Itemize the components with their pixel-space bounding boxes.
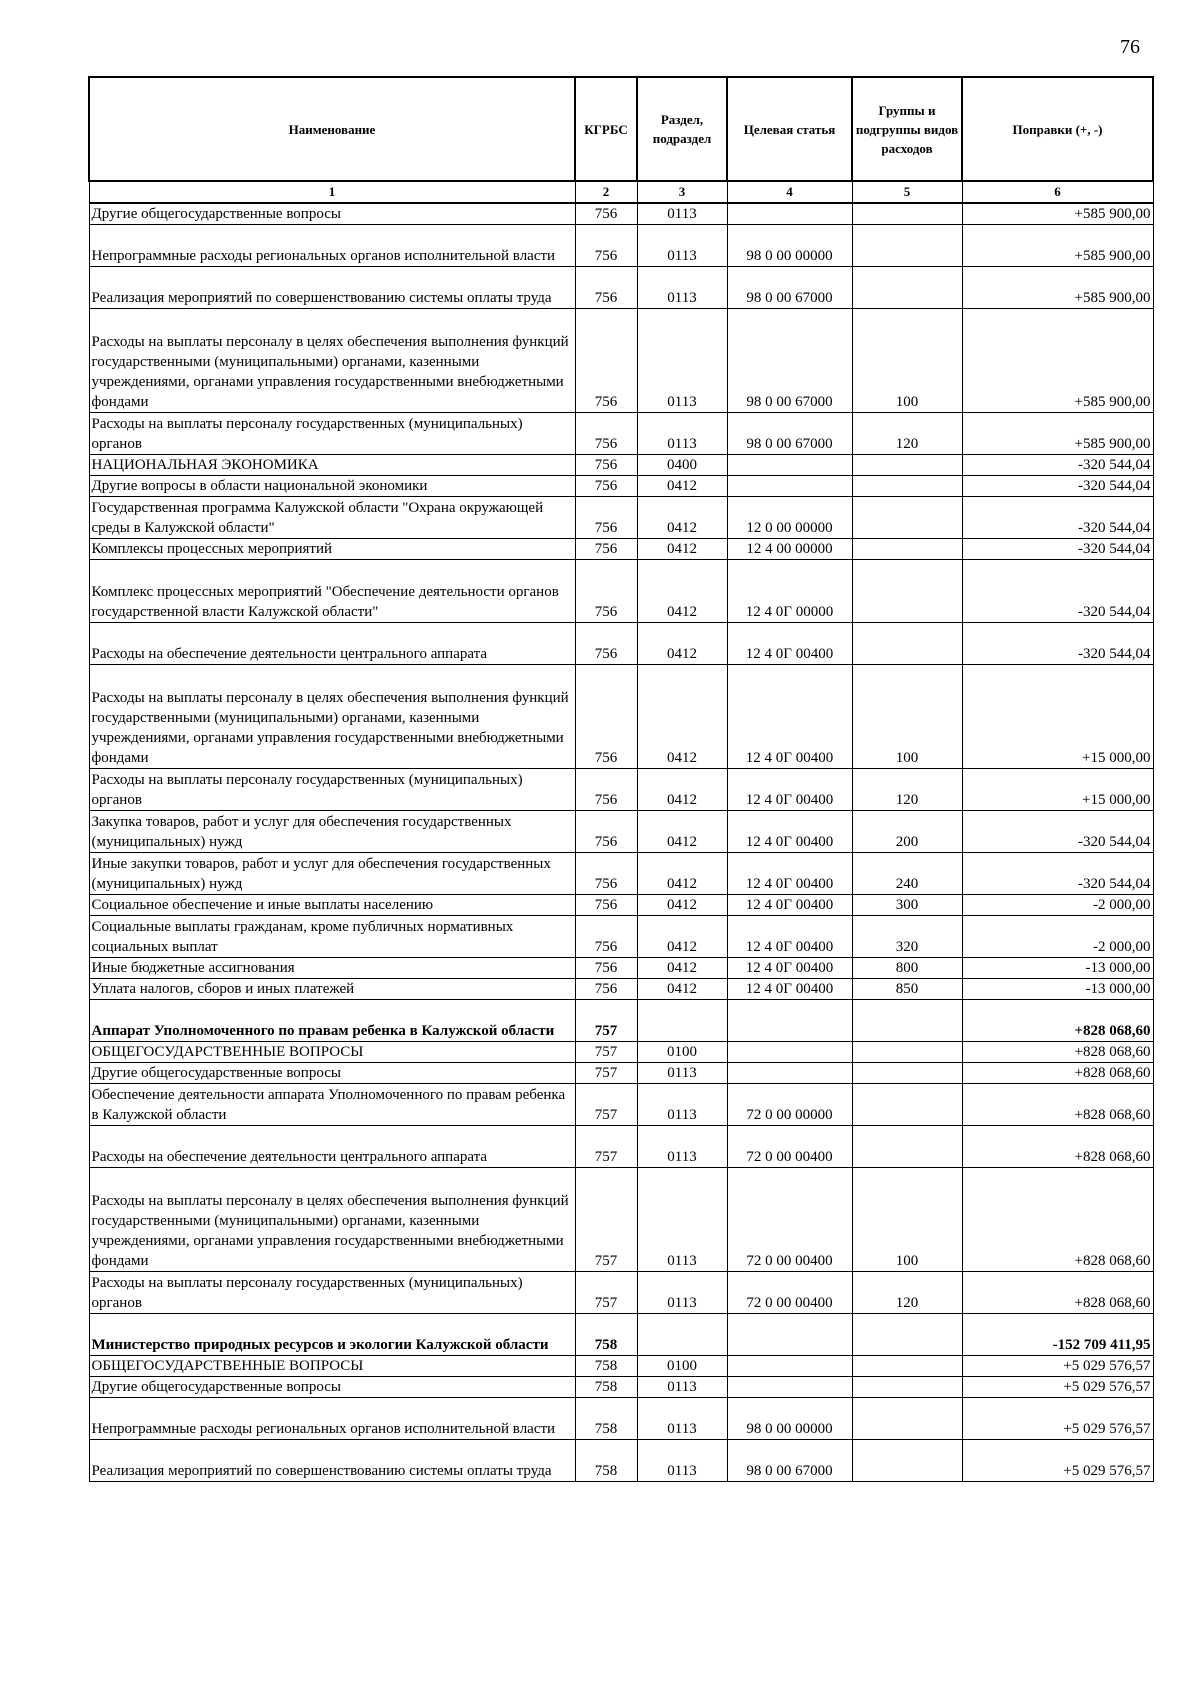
cell-target-article: 72 0 00 00400 (727, 1272, 852, 1314)
cell-name: Социальные выплаты гражданам, кроме публичных нормативных социальных выплат (89, 916, 575, 958)
cell-kgrbs: 757 (575, 1000, 637, 1042)
cell-razdel: 0412 (637, 539, 727, 560)
table-row (89, 1314, 1153, 1356)
cell-name: Реализация мероприятий по совершенствованию системы оплаты труда (89, 267, 575, 309)
cell-target-article: 98 0 00 67000 (727, 413, 852, 455)
cell-amendment-amount: +585 900,00 (962, 267, 1153, 309)
cell-target-article: 12 4 00 00000 (727, 539, 852, 560)
cell-kgrbs: 758 (575, 1440, 637, 1482)
cell-kgrbs: 758 (575, 1356, 637, 1377)
cell-name: Непрограммные расходы региональных органов исполнительной власти (89, 1398, 575, 1440)
cell-amendment-amount: -13 000,00 (962, 979, 1153, 1000)
cell-kgrbs: 758 (575, 1377, 637, 1398)
table-row (89, 811, 1153, 853)
cell-amendment-amount: +585 900,00 (962, 309, 1153, 413)
cell-name: Другие общегосударственные вопросы (89, 1063, 575, 1084)
cell-amendment-amount: +828 068,60 (962, 1272, 1153, 1314)
cell-expense-group (852, 1042, 962, 1063)
cell-expense-group (852, 1126, 962, 1168)
cell-kgrbs: 757 (575, 1084, 637, 1126)
table-row (89, 1398, 1153, 1440)
cell-target-article (727, 1042, 852, 1063)
table-row (89, 958, 1153, 979)
cell-amendment-amount: +5 029 576,57 (962, 1398, 1153, 1440)
cell-razdel: 0412 (637, 497, 727, 539)
table-row (89, 1126, 1153, 1168)
cell-razdel: 0412 (637, 895, 727, 916)
table-row (89, 1063, 1153, 1084)
cell-kgrbs: 756 (575, 916, 637, 958)
cell-razdel: 0412 (637, 916, 727, 958)
table-row (89, 267, 1153, 309)
cell-razdel: 0412 (637, 665, 727, 769)
cell-target-article: 12 4 0Г 00000 (727, 560, 852, 623)
cell-razdel: 0113 (637, 203, 727, 225)
cell-kgrbs: 756 (575, 560, 637, 623)
cell-name: Расходы на выплаты персоналу в целях обеспечения выполнения функций государственными (муниципальными) органами, казенными учреждениями, органами управления государственными внебюджетными фондами (89, 1168, 575, 1272)
table-row (89, 979, 1153, 1000)
cell-amendment-amount: +15 000,00 (962, 769, 1153, 811)
table-row (89, 853, 1153, 895)
cell-name: Непрограммные расходы региональных органов исполнительной власти (89, 225, 575, 267)
table-row (89, 895, 1153, 916)
cell-expense-group: 120 (852, 413, 962, 455)
table-row (89, 1084, 1153, 1126)
cell-name: Комплексы процессных мероприятий (89, 539, 575, 560)
cell-expense-group (852, 1084, 962, 1126)
table-row (89, 1440, 1153, 1482)
table-row (89, 665, 1153, 769)
table-row (89, 623, 1153, 665)
table-row (89, 769, 1153, 811)
cell-amendment-amount: +585 900,00 (962, 413, 1153, 455)
cell-razdel: 0412 (637, 476, 727, 497)
cell-amendment-amount: -320 544,04 (962, 853, 1153, 895)
table-row (89, 916, 1153, 958)
column-number: 2 (575, 181, 637, 203)
cell-kgrbs: 756 (575, 769, 637, 811)
cell-amendment-amount: -320 544,04 (962, 476, 1153, 497)
column-number: 3 (637, 181, 727, 203)
cell-amendment-amount: +828 068,60 (962, 1126, 1153, 1168)
cell-name: Расходы на обеспечение деятельности центрального аппарата (89, 1126, 575, 1168)
cell-kgrbs: 756 (575, 853, 637, 895)
column-number: 4 (727, 181, 852, 203)
cell-target-article (727, 1314, 852, 1356)
table-row (89, 476, 1153, 497)
cell-name: Расходы на обеспечение деятельности центрального аппарата (89, 623, 575, 665)
cell-kgrbs: 756 (575, 539, 637, 560)
cell-name: Расходы на выплаты персоналу в целях обеспечения выполнения функций государственными (муниципальными) органами, казенными учреждениями, органами управления государственными внебюджетными фондами (89, 665, 575, 769)
cell-target-article: 98 0 00 67000 (727, 1440, 852, 1482)
cell-razdel: 0412 (637, 958, 727, 979)
cell-name: ОБЩЕГОСУДАРСТВЕННЫЕ ВОПРОСЫ (89, 1356, 575, 1377)
cell-target-article (727, 455, 852, 476)
cell-razdel: 0400 (637, 455, 727, 476)
page-number: 76 (1120, 36, 1140, 58)
table-row (89, 203, 1153, 225)
cell-expense-group (852, 1440, 962, 1482)
table-row (89, 1000, 1153, 1042)
header-amendments: Поправки (+, -) (962, 77, 1153, 181)
cell-expense-group (852, 476, 962, 497)
cell-kgrbs: 756 (575, 267, 637, 309)
cell-kgrbs: 756 (575, 811, 637, 853)
column-number-row (89, 181, 1153, 203)
cell-target-article (727, 1063, 852, 1084)
budget-amendments-table (88, 76, 1154, 1482)
cell-razdel: 0100 (637, 1356, 727, 1377)
cell-amendment-amount: +828 068,60 (962, 1042, 1153, 1063)
cell-razdel: 0412 (637, 623, 727, 665)
cell-name: Реализация мероприятий по совершенствованию системы оплаты труда (89, 1440, 575, 1482)
cell-expense-group: 120 (852, 1272, 962, 1314)
cell-target-article: 98 0 00 67000 (727, 309, 852, 413)
cell-kgrbs: 756 (575, 623, 637, 665)
cell-kgrbs: 757 (575, 1272, 637, 1314)
cell-expense-group: 100 (852, 665, 962, 769)
cell-razdel (637, 1000, 727, 1042)
cell-amendment-amount: -320 544,04 (962, 497, 1153, 539)
cell-target-article: 12 4 0Г 00400 (727, 853, 852, 895)
cell-name: Расходы на выплаты персоналу государственных (муниципальных) органов (89, 413, 575, 455)
cell-expense-group (852, 560, 962, 623)
table-row (89, 497, 1153, 539)
cell-target-article: 12 4 0Г 00400 (727, 916, 852, 958)
cell-amendment-amount: -320 544,04 (962, 560, 1153, 623)
cell-name: Комплекс процессных мероприятий "Обеспечение деятельности органов государственной власти Калужской области" (89, 560, 575, 623)
cell-amendment-amount: +828 068,60 (962, 1000, 1153, 1042)
cell-expense-group (852, 623, 962, 665)
cell-kgrbs: 756 (575, 476, 637, 497)
table-row (89, 225, 1153, 267)
cell-amendment-amount: -2 000,00 (962, 895, 1153, 916)
cell-expense-group (852, 1377, 962, 1398)
cell-target-article: 12 4 0Г 00400 (727, 623, 852, 665)
cell-razdel: 0113 (637, 267, 727, 309)
cell-kgrbs: 758 (575, 1398, 637, 1440)
header-target-article: Целевая статья (727, 77, 852, 181)
cell-name: Обеспечение деятельности аппарата Уполномоченного по правам ребенка в Калужской области (89, 1084, 575, 1126)
cell-amendment-amount: -2 000,00 (962, 916, 1153, 958)
cell-amendment-amount: +585 900,00 (962, 225, 1153, 267)
cell-expense-group: 100 (852, 309, 962, 413)
cell-kgrbs: 757 (575, 1168, 637, 1272)
cell-name: Аппарат Уполномоченного по правам ребенка в Калужской области (89, 1000, 575, 1042)
cell-kgrbs: 756 (575, 203, 637, 225)
cell-razdel (637, 1314, 727, 1356)
cell-amendment-amount: -320 544,04 (962, 455, 1153, 476)
cell-razdel: 0113 (637, 1168, 727, 1272)
cell-name: Уплата налогов, сборов и иных платежей (89, 979, 575, 1000)
cell-razdel: 0412 (637, 853, 727, 895)
cell-razdel: 0113 (637, 1272, 727, 1314)
cell-kgrbs: 757 (575, 1042, 637, 1063)
cell-name: Закупка товаров, работ и услуг для обеспечения государственных (муниципальных) нужд (89, 811, 575, 853)
cell-name: Другие общегосударственные вопросы (89, 1377, 575, 1398)
header-kgrbs: КГРБС (575, 77, 637, 181)
cell-name: Иные бюджетные ассигнования (89, 958, 575, 979)
cell-name: Министерство природных ресурсов и экологии Калужской области (89, 1314, 575, 1356)
table-header-row (89, 77, 1153, 181)
table-row (89, 413, 1153, 455)
cell-name: Расходы на выплаты персоналу в целях обеспечения выполнения функций государственными (муниципальными) органами, казенными учреждениями, органами управления государственными внебюджетными фондами (89, 309, 575, 413)
cell-expense-group (852, 497, 962, 539)
cell-kgrbs: 756 (575, 309, 637, 413)
cell-kgrbs: 756 (575, 979, 637, 1000)
table-row (89, 1356, 1153, 1377)
cell-target-article: 12 4 0Г 00400 (727, 895, 852, 916)
table-row (89, 539, 1153, 560)
cell-razdel: 0113 (637, 1126, 727, 1168)
column-number: 6 (962, 181, 1153, 203)
cell-target-article (727, 1000, 852, 1042)
column-number: 5 (852, 181, 962, 203)
cell-amendment-amount: -320 544,04 (962, 623, 1153, 665)
table-body (89, 203, 1153, 1482)
cell-target-article: 12 4 0Г 00400 (727, 958, 852, 979)
cell-expense-group (852, 455, 962, 476)
cell-target-article (727, 1356, 852, 1377)
cell-expense-group (852, 539, 962, 560)
cell-name: Расходы на выплаты персоналу государственных (муниципальных) органов (89, 1272, 575, 1314)
cell-target-article: 12 4 0Г 00400 (727, 979, 852, 1000)
cell-target-article: 98 0 00 67000 (727, 267, 852, 309)
cell-expense-group: 100 (852, 1168, 962, 1272)
cell-amendment-amount: -320 544,04 (962, 539, 1153, 560)
cell-target-article: 72 0 00 00400 (727, 1168, 852, 1272)
cell-razdel: 0113 (637, 1063, 727, 1084)
cell-kgrbs: 756 (575, 225, 637, 267)
cell-amendment-amount: +15 000,00 (962, 665, 1153, 769)
cell-razdel: 0113 (637, 413, 727, 455)
cell-target-article: 98 0 00 00000 (727, 1398, 852, 1440)
cell-amendment-amount: +828 068,60 (962, 1084, 1153, 1126)
cell-target-article: 72 0 00 00000 (727, 1084, 852, 1126)
cell-kgrbs: 756 (575, 958, 637, 979)
cell-amendment-amount: -152 709 411,95 (962, 1314, 1153, 1356)
cell-target-article (727, 1377, 852, 1398)
cell-expense-group (852, 1063, 962, 1084)
cell-expense-group (852, 1000, 962, 1042)
cell-expense-group: 200 (852, 811, 962, 853)
cell-razdel: 0412 (637, 979, 727, 1000)
table-row (89, 1042, 1153, 1063)
cell-target-article: 72 0 00 00400 (727, 1126, 852, 1168)
cell-name: Государственная программа Калужской области "Охрана окружающей среды в Калужской области" (89, 497, 575, 539)
cell-target-article: 12 4 0Г 00400 (727, 811, 852, 853)
cell-kgrbs: 756 (575, 497, 637, 539)
cell-expense-group (852, 1398, 962, 1440)
cell-name: Социальное обеспечение и иные выплаты населению (89, 895, 575, 916)
cell-amendment-amount: -13 000,00 (962, 958, 1153, 979)
cell-expense-group (852, 225, 962, 267)
cell-amendment-amount: +585 900,00 (962, 203, 1153, 225)
cell-name: Другие общегосударственные вопросы (89, 203, 575, 225)
cell-name: ОБЩЕГОСУДАРСТВЕННЫЕ ВОПРОСЫ (89, 1042, 575, 1063)
cell-expense-group (852, 203, 962, 225)
table-row (89, 1272, 1153, 1314)
cell-expense-group: 120 (852, 769, 962, 811)
cell-expense-group: 240 (852, 853, 962, 895)
cell-target-article: 12 4 0Г 00400 (727, 769, 852, 811)
cell-amendment-amount: +828 068,60 (962, 1168, 1153, 1272)
cell-name: Иные закупки товаров, работ и услуг для обеспечения государственных (муниципальных) нужд (89, 853, 575, 895)
cell-razdel: 0412 (637, 560, 727, 623)
cell-target-article (727, 203, 852, 225)
cell-expense-group (852, 1356, 962, 1377)
cell-amendment-amount: +5 029 576,57 (962, 1440, 1153, 1482)
cell-razdel: 0412 (637, 811, 727, 853)
cell-expense-group: 320 (852, 916, 962, 958)
cell-target-article: 12 0 00 00000 (727, 497, 852, 539)
header-razdel: Раздел, подраздел (637, 77, 727, 181)
cell-razdel: 0113 (637, 1084, 727, 1126)
cell-razdel: 0113 (637, 309, 727, 413)
cell-razdel: 0113 (637, 1398, 727, 1440)
cell-name: НАЦИОНАЛЬНАЯ ЭКОНОМИКА (89, 455, 575, 476)
header-expense-group: Группы и подгруппы видов расходов (852, 77, 962, 181)
cell-kgrbs: 756 (575, 895, 637, 916)
cell-kgrbs: 756 (575, 665, 637, 769)
cell-name: Расходы на выплаты персоналу государственных (муниципальных) органов (89, 769, 575, 811)
cell-razdel: 0100 (637, 1042, 727, 1063)
column-number: 1 (89, 181, 575, 203)
cell-razdel: 0113 (637, 1440, 727, 1482)
cell-kgrbs: 756 (575, 455, 637, 476)
cell-expense-group: 850 (852, 979, 962, 1000)
cell-target-article: 98 0 00 00000 (727, 225, 852, 267)
header-name: Наименование (89, 77, 575, 181)
cell-amendment-amount: +828 068,60 (962, 1063, 1153, 1084)
cell-expense-group: 800 (852, 958, 962, 979)
cell-razdel: 0113 (637, 1377, 727, 1398)
table-row (89, 455, 1153, 476)
cell-amendment-amount: +5 029 576,57 (962, 1377, 1153, 1398)
cell-name: Другие вопросы в области национальной экономики (89, 476, 575, 497)
cell-expense-group (852, 267, 962, 309)
cell-kgrbs: 758 (575, 1314, 637, 1356)
cell-razdel: 0412 (637, 769, 727, 811)
cell-kgrbs: 757 (575, 1063, 637, 1084)
table-row (89, 560, 1153, 623)
cell-amendment-amount: -320 544,04 (962, 811, 1153, 853)
table-row (89, 1377, 1153, 1398)
cell-amendment-amount: +5 029 576,57 (962, 1356, 1153, 1377)
cell-expense-group (852, 1314, 962, 1356)
table-row (89, 309, 1153, 413)
table-row (89, 1168, 1153, 1272)
cell-target-article: 12 4 0Г 00400 (727, 665, 852, 769)
cell-target-article (727, 476, 852, 497)
cell-kgrbs: 757 (575, 1126, 637, 1168)
cell-expense-group: 300 (852, 895, 962, 916)
cell-razdel: 0113 (637, 225, 727, 267)
cell-kgrbs: 756 (575, 413, 637, 455)
